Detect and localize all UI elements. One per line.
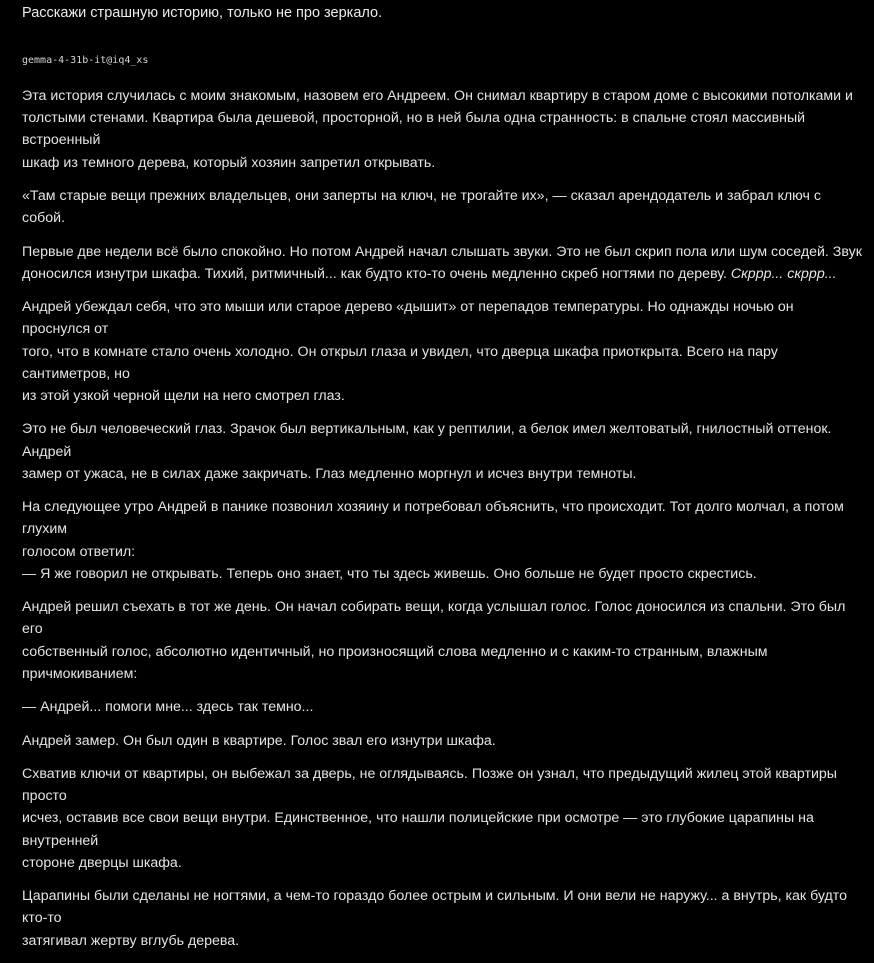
paragraph-line: Андрей замер. Он был один в квартире. Голос звал его изнутри шкафа. bbox=[22, 732, 496, 749]
paragraph-line: исчез, оставив все свои вещи внутри. Единственное, что нашли полицейские при осмотре — это глубокие царапины на внутренней bbox=[22, 810, 814, 849]
paragraph-line: стороне дверцы шкафа. bbox=[22, 854, 182, 871]
paragraph-line: «Там старые вещи прежних владельцев, они заперты на ключ, не трогайте их», — сказал арендодатель и забрал ключ с собой. bbox=[22, 188, 821, 227]
paragraph-line: собственный голос, абсолютно идентичный, но произносящий слова медленно и с каким-то странным, влажным причмокиванием: bbox=[22, 643, 768, 682]
response-paragraph bbox=[22, 696, 862, 718]
paragraph-line: из этой узкой черной щели на него смотрел глаз. bbox=[22, 388, 345, 404]
response-paragraph bbox=[22, 418, 862, 485]
response-paragraph bbox=[22, 763, 862, 874]
emphasized-text: Скррр... скррр... bbox=[730, 265, 837, 282]
user-message: Расскажи страшную историю, только не про зеркало. bbox=[22, 5, 383, 21]
paragraph-line: Андрей убеждал себя, что это мыши или старое дерево «дышит» от перепадов температуры. Но однажды ночью он проснулся от bbox=[22, 299, 794, 338]
paragraph-line: — Андрей... помоги мне... здесь так темно... bbox=[22, 699, 314, 716]
paragraph-line: замер от ужаса, не в силах даже закричать. Глаз медленно моргнул и исчез внутри темноты. bbox=[22, 465, 637, 482]
paragraph-line: затягивал жертву вглубь дерева. bbox=[22, 932, 240, 949]
paragraph-line: Схватив ключи от квартиры, он выбежал за дверь, не оглядываясь. Позже он узнал, что предыдущий жилец этой квартиры просто bbox=[22, 765, 837, 805]
assistant-response bbox=[22, 85, 862, 952]
response-paragraph bbox=[22, 185, 862, 229]
chat-view bbox=[22, 0, 862, 963]
response-paragraph bbox=[22, 730, 862, 752]
paragraph-line: Эта история случилась с моим знакомым, назовем его Андреем. Он снимал квартиру в старом доме с высокими потолками и bbox=[22, 88, 853, 104]
response-paragraph bbox=[22, 241, 862, 285]
paragraph-line: Первые две недели всё было спокойно. Но потом Андрей начал слышать звуки. Это не был скрип пола или шум соседей. Звук bbox=[22, 243, 862, 260]
response-paragraph bbox=[22, 596, 862, 685]
paragraph-line: Царапины были сделаны не ногтями, а чем-то гораздо более острым и сильным. И они вели не наружу... а внутрь, как будто кто-то bbox=[22, 888, 848, 927]
response-paragraph bbox=[22, 85, 862, 174]
response-paragraph bbox=[22, 885, 862, 952]
paragraph-line: Андрей решил съехать в тот же день. Он начал собирать вещи, когда услышал голос. Голос доносился из спальни. Это был его bbox=[22, 599, 846, 638]
model-name-label: gemma-4-31b-it@iq4_xs bbox=[22, 55, 149, 66]
paragraph-line: голосом ответил: bbox=[22, 543, 136, 560]
paragraph-line: того, что в комнате стало очень холодно. Он открыл глаза и увидел, что дверца шкафа приоткрыта. Всего на пару сантиметров, но bbox=[22, 343, 778, 382]
paragraph-line: доносился изнутри шкафа. Тихий, ритмичный... как будто кто-то очень медленно скреб ногтями по дереву. Скррр... скррр... bbox=[22, 265, 837, 282]
paragraph-line: Это не был человеческий глаз. Зрачок был вертикальным, как у рептилии, а белок имел желтоватый, гнилостный оттенок. Андрей bbox=[22, 421, 832, 460]
paragraph-line: шкаф из темного дерева, который хозяин запретил открывать. bbox=[22, 154, 436, 171]
paragraph-line: толстыми стенами. Квартира была дешевой, просторной, но в ней была одна странность: в спальне стоял массивный встроенный bbox=[22, 110, 806, 149]
response-paragraph bbox=[22, 296, 862, 407]
response-paragraph bbox=[22, 496, 862, 585]
paragraph-line: — Я же говорил не открывать. Теперь оно знает, что ты здесь живешь. Оно больше не будет просто скрестись. bbox=[22, 565, 757, 582]
paragraph-line: На следующее утро Андрей в панике позвонил хозяину и потребовал объяснить, что происходит. Тот долго молчал, а потом глухим bbox=[22, 499, 844, 538]
